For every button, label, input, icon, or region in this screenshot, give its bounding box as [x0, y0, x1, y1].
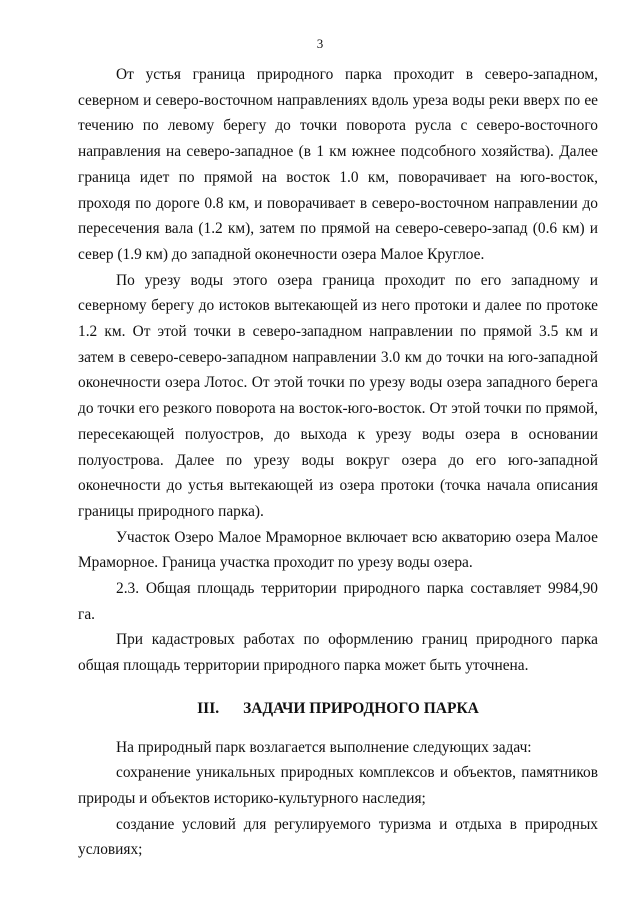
paragraph-boundary-lake-shore: По урезу воды этого озера граница проходит по его западному и северному берегу до истоков вытекающей из него протоки и далее по протоке 1.2 км. От этой точки в северо-западном направлении по прямой 3.5 км и затем в северо-северо-западном направлении 3.0 км до точки на юго-западной оконечности озера Лотос. От этой точки по урезу воды озера западного берега до точки его резкого поворота на восток-юго-восток. От этой точки по прямой, пересекающей полуостров, до выхода к урезу воды озера в основании полуострова. Далее по урезу воды вокруг озера до его юго-западной оконечности до устья вытекающей из озера протоки (точка начала описания границы природного парка).: [78, 271, 598, 520]
paragraph-cadastral-note: При кадастровых работах по оформлению границ природного парка общая площадь территории природного парка может быть уточнена.: [78, 631, 598, 675]
paragraph-tasks-intro: На природный парк возлагается выполнение следующих задач:: [116, 738, 532, 756]
page-number: 3: [316, 36, 324, 51]
paragraph-task-preservation: сохранение уникальных природных комплексов и объектов, памятников природы и объектов историко-культурного наследия;: [78, 764, 598, 807]
section-number: III.: [197, 699, 220, 717]
paragraph-total-area: 2.3. Общая площадь территории природного парка составляет 9984,90 га.: [78, 580, 598, 623]
section-title: ЗАДАЧИ ПРИРОДНОГО ПАРКА: [243, 699, 479, 717]
paragraph-task-tourism: создание условий для регулируемого туризма и отдыха в природных условиях;: [78, 815, 598, 859]
section-heading: [78, 696, 598, 722]
document-body: [78, 62, 598, 863]
paragraph-boundary-from-mouth: От устья граница природного парка проходит в северо-западном, северном и северо-восточном направлениях вдоль уреза воды реки вверх по ее течению по левому берегу до точки поворота русла с северо-восточного направления на северо-западное (в 1 км южнее подсобного хозяйства). Далее граница идет по прямой на восток 1.0 км, поворачивает на юго-восток, проходя по дороге 0.8 км, и поворачивает в северо-восточном направлении до пересечения вала (1.2 км), затем по прямой на северо-северо-запад (0.6 км) и север (1.9 км) до западной оконечности озера Малое Круглое.: [78, 66, 598, 263]
paragraph-marble-lake-plot: Участок Озеро Малое Мраморное включает всю акваторию озера Малое Мраморное. Граница участка проходит по урезу воды озера.: [78, 528, 598, 572]
